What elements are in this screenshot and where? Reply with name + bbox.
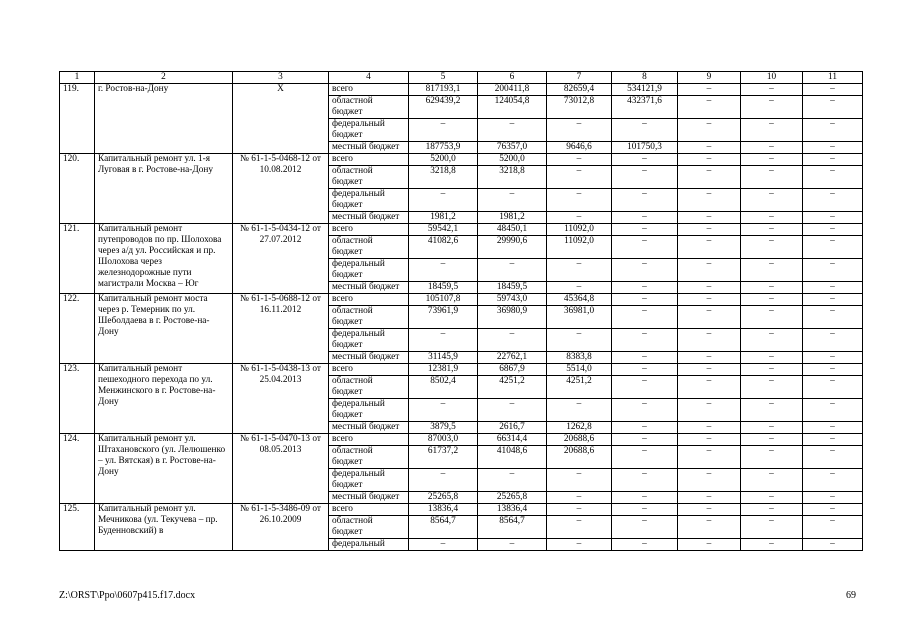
amount-cell: – bbox=[741, 422, 803, 434]
amount-cell: 101750,3 bbox=[612, 142, 678, 154]
amount-cell: 73012,8 bbox=[547, 96, 612, 119]
amount-cell: – bbox=[741, 469, 803, 492]
amount-cell: – bbox=[612, 516, 678, 539]
amount-cell: 200411,8 bbox=[478, 84, 547, 96]
object-name: Капитальный ремонт ул. Штахановского (ул. Лелюшенко – ул. Вятская) в г. Ростове-на-Дону bbox=[95, 434, 233, 504]
table-row bbox=[60, 224, 863, 236]
amount-cell: 8383,8 bbox=[547, 352, 612, 364]
amount-cell: 534121,9 bbox=[612, 84, 678, 96]
row-number: 121. bbox=[60, 224, 95, 294]
col-header: 9 bbox=[678, 72, 741, 84]
amount-cell: – bbox=[741, 119, 803, 142]
col-header: 8 bbox=[612, 72, 678, 84]
amount-cell: – bbox=[803, 376, 863, 399]
amount-cell: – bbox=[678, 399, 741, 422]
amount-cell: 36980,9 bbox=[478, 306, 547, 329]
amount-cell: – bbox=[678, 434, 741, 446]
amount-cell: – bbox=[547, 516, 612, 539]
amount-cell: – bbox=[678, 492, 741, 504]
row-number: 120. bbox=[60, 154, 95, 224]
amount-cell: – bbox=[547, 492, 612, 504]
amount-cell: 48450,1 bbox=[478, 224, 547, 236]
amount-cell: – bbox=[678, 504, 741, 516]
amount-cell: 13836,4 bbox=[478, 504, 547, 516]
col-header: 7 bbox=[547, 72, 612, 84]
amount-cell: 5514,0 bbox=[547, 364, 612, 376]
amount-cell: – bbox=[678, 516, 741, 539]
amount-cell: – bbox=[803, 84, 863, 96]
funding-source: всего bbox=[329, 504, 409, 516]
amount-cell: – bbox=[803, 166, 863, 189]
col-header: 4 bbox=[329, 72, 409, 84]
amount-cell: – bbox=[741, 212, 803, 224]
amount-cell: – bbox=[741, 516, 803, 539]
amount-cell: 18459,5 bbox=[478, 282, 547, 294]
amount-cell: 1981,2 bbox=[478, 212, 547, 224]
amount-cell: – bbox=[741, 434, 803, 446]
amount-cell: – bbox=[678, 154, 741, 166]
object-name: Капитальный ремонт пешеходного перехода по ул. Менжинского в г. Ростове-на-Дону bbox=[95, 364, 233, 434]
amount-cell: – bbox=[803, 422, 863, 434]
amount-cell: – bbox=[478, 189, 547, 212]
amount-cell: 187753,9 bbox=[409, 142, 478, 154]
amount-cell: – bbox=[803, 434, 863, 446]
amount-cell: 5200,0 bbox=[478, 154, 547, 166]
amount-cell: – bbox=[612, 446, 678, 469]
amount-cell: – bbox=[741, 84, 803, 96]
amount-cell: – bbox=[803, 212, 863, 224]
amount-cell: – bbox=[678, 352, 741, 364]
amount-cell: – bbox=[678, 329, 741, 352]
amount-cell: 20688,6 bbox=[547, 434, 612, 446]
amount-cell: – bbox=[409, 189, 478, 212]
funding-source: областной бюджет bbox=[329, 376, 409, 399]
amount-cell: 22762,1 bbox=[478, 352, 547, 364]
amount-cell: – bbox=[678, 364, 741, 376]
amount-cell: – bbox=[612, 399, 678, 422]
amount-cell: 11092,0 bbox=[547, 236, 612, 259]
amount-cell: – bbox=[741, 492, 803, 504]
amount-cell: – bbox=[612, 376, 678, 399]
amount-cell: – bbox=[409, 119, 478, 142]
col-header: 2 bbox=[95, 72, 233, 84]
amount-cell: – bbox=[678, 539, 741, 551]
amount-cell: 12381,9 bbox=[409, 364, 478, 376]
amount-cell: 25265,8 bbox=[478, 492, 547, 504]
amount-cell: – bbox=[612, 492, 678, 504]
amount-cell: – bbox=[478, 539, 547, 551]
funding-source: всего bbox=[329, 154, 409, 166]
expertise-doc: № 61-1-5-0688-12 от 16.11.2012 bbox=[233, 294, 329, 364]
amount-cell: 1262,8 bbox=[547, 422, 612, 434]
funding-source: областной бюджет bbox=[329, 446, 409, 469]
amount-cell: – bbox=[803, 539, 863, 551]
amount-cell: 45364,8 bbox=[547, 294, 612, 306]
funding-source: местный бюджет bbox=[329, 282, 409, 294]
funding-source: местный бюджет bbox=[329, 142, 409, 154]
funding-source: федеральный бюджет bbox=[329, 329, 409, 352]
amount-cell: – bbox=[612, 306, 678, 329]
amount-cell: – bbox=[612, 154, 678, 166]
amount-cell: 8502,4 bbox=[409, 376, 478, 399]
table-body bbox=[60, 84, 863, 551]
amount-cell: 2616,7 bbox=[478, 422, 547, 434]
amount-cell: 105107,8 bbox=[409, 294, 478, 306]
amount-cell: – bbox=[478, 259, 547, 282]
funding-source: местный бюджет bbox=[329, 492, 409, 504]
table-row bbox=[60, 84, 863, 96]
amount-cell: – bbox=[741, 224, 803, 236]
amount-cell: 8564,7 bbox=[409, 516, 478, 539]
amount-cell: – bbox=[803, 504, 863, 516]
object-name: Капитальный ремонт моста через р. Темерник по ул. Шеболдаева в г. Ростове-на-Дону bbox=[95, 294, 233, 364]
amount-cell: – bbox=[547, 189, 612, 212]
amount-cell: – bbox=[678, 376, 741, 399]
amount-cell: – bbox=[803, 294, 863, 306]
amount-cell: – bbox=[741, 376, 803, 399]
amount-cell: – bbox=[547, 539, 612, 551]
amount-cell: – bbox=[803, 492, 863, 504]
funding-source: местный бюджет bbox=[329, 212, 409, 224]
object-name: Капитальный ремонт ул. Мечникова (ул. Текучева – пр. Буденновский) в bbox=[95, 504, 233, 551]
budget-table bbox=[59, 71, 863, 551]
amount-cell: – bbox=[803, 224, 863, 236]
amount-cell: – bbox=[741, 306, 803, 329]
row-number: 122. bbox=[60, 294, 95, 364]
footer-file-path: Z:\ORST\Ppo\0607p415.f17.docx bbox=[59, 590, 196, 601]
amount-cell: 4251,2 bbox=[547, 376, 612, 399]
funding-source: областной бюджет bbox=[329, 96, 409, 119]
amount-cell: – bbox=[678, 282, 741, 294]
amount-cell: – bbox=[547, 469, 612, 492]
object-name: г. Ростов-на-Дону bbox=[95, 84, 233, 154]
amount-cell: – bbox=[803, 352, 863, 364]
amount-cell: 817193,1 bbox=[409, 84, 478, 96]
table-row bbox=[60, 434, 863, 446]
amount-cell: – bbox=[741, 189, 803, 212]
amount-cell: – bbox=[547, 504, 612, 516]
amount-cell: – bbox=[478, 119, 547, 142]
row-number: 124. bbox=[60, 434, 95, 504]
amount-cell: – bbox=[612, 422, 678, 434]
amount-cell: – bbox=[803, 119, 863, 142]
row-number: 125. bbox=[60, 504, 95, 551]
amount-cell: 9646,6 bbox=[547, 142, 612, 154]
amount-cell: – bbox=[803, 306, 863, 329]
amount-cell: – bbox=[612, 224, 678, 236]
amount-cell: 432371,6 bbox=[612, 96, 678, 119]
amount-cell: – bbox=[678, 259, 741, 282]
amount-cell: – bbox=[741, 154, 803, 166]
object-name: Капитальный ремонт путепроводов по пр. Шолохова через а/д ул. Российская и пр. Шолохова через железнодорожные пути магистрали Москва – Юг bbox=[95, 224, 233, 294]
amount-cell: – bbox=[612, 212, 678, 224]
amount-cell: – bbox=[547, 329, 612, 352]
amount-cell: – bbox=[612, 294, 678, 306]
amount-cell: – bbox=[678, 84, 741, 96]
amount-cell: 18459,5 bbox=[409, 282, 478, 294]
amount-cell: – bbox=[741, 166, 803, 189]
amount-cell: – bbox=[803, 259, 863, 282]
amount-cell: – bbox=[678, 166, 741, 189]
amount-cell: – bbox=[741, 259, 803, 282]
amount-cell: – bbox=[478, 329, 547, 352]
amount-cell: – bbox=[478, 469, 547, 492]
amount-cell: 25265,8 bbox=[409, 492, 478, 504]
amount-cell: 36981,0 bbox=[547, 306, 612, 329]
table-row bbox=[60, 294, 863, 306]
amount-cell: – bbox=[612, 539, 678, 551]
amount-cell: 29990,6 bbox=[478, 236, 547, 259]
amount-cell: 41048,6 bbox=[478, 446, 547, 469]
amount-cell: – bbox=[612, 119, 678, 142]
expertise-doc: № 61-1-5-0468-12 от 10.08.2012 bbox=[233, 154, 329, 224]
amount-cell: – bbox=[803, 399, 863, 422]
object-name: Капитальный ремонт ул. 1-я Луговая в г. Ростове-на-Дону bbox=[95, 154, 233, 224]
amount-cell: – bbox=[612, 259, 678, 282]
amount-cell: – bbox=[803, 282, 863, 294]
amount-cell: – bbox=[547, 399, 612, 422]
amount-cell: – bbox=[612, 282, 678, 294]
amount-cell: – bbox=[409, 399, 478, 422]
amount-cell: 59743,0 bbox=[478, 294, 547, 306]
col-header: 3 bbox=[233, 72, 329, 84]
amount-cell: – bbox=[612, 434, 678, 446]
col-header: 1 bbox=[60, 72, 95, 84]
amount-cell: – bbox=[803, 236, 863, 259]
amount-cell: – bbox=[741, 236, 803, 259]
amount-cell: – bbox=[678, 446, 741, 469]
funding-source: всего bbox=[329, 364, 409, 376]
amount-cell: 59542,1 bbox=[409, 224, 478, 236]
amount-cell: – bbox=[678, 212, 741, 224]
col-header: 5 bbox=[409, 72, 478, 84]
amount-cell: – bbox=[678, 469, 741, 492]
amount-cell: 5200,0 bbox=[409, 154, 478, 166]
amount-cell: – bbox=[612, 469, 678, 492]
amount-cell: – bbox=[409, 329, 478, 352]
amount-cell: – bbox=[547, 282, 612, 294]
funding-source: федеральный бюджет bbox=[329, 119, 409, 142]
amount-cell: – bbox=[612, 504, 678, 516]
amount-cell: – bbox=[612, 364, 678, 376]
amount-cell: – bbox=[741, 539, 803, 551]
table-row bbox=[60, 364, 863, 376]
funding-source: местный бюджет bbox=[329, 422, 409, 434]
funding-source: федеральный бюджет bbox=[329, 189, 409, 212]
funding-source: федеральный бюджет bbox=[329, 399, 409, 422]
amount-cell: – bbox=[612, 236, 678, 259]
page-number: 69 bbox=[846, 590, 856, 601]
amount-cell: – bbox=[547, 154, 612, 166]
funding-source: всего bbox=[329, 294, 409, 306]
table-row bbox=[60, 154, 863, 166]
amount-cell: – bbox=[612, 189, 678, 212]
amount-cell: 124054,8 bbox=[478, 96, 547, 119]
amount-cell: – bbox=[678, 189, 741, 212]
amount-cell: 87003,0 bbox=[409, 434, 478, 446]
amount-cell: – bbox=[678, 142, 741, 154]
amount-cell: – bbox=[547, 212, 612, 224]
amount-cell: 66314,4 bbox=[478, 434, 547, 446]
amount-cell: 20688,6 bbox=[547, 446, 612, 469]
funding-source: всего bbox=[329, 224, 409, 236]
row-number: 123. bbox=[60, 364, 95, 434]
amount-cell: – bbox=[803, 96, 863, 119]
amount-cell: 11092,0 bbox=[547, 224, 612, 236]
amount-cell: – bbox=[741, 364, 803, 376]
amount-cell: – bbox=[741, 504, 803, 516]
amount-cell: 4251,2 bbox=[478, 376, 547, 399]
expertise-doc: Х bbox=[233, 84, 329, 154]
amount-cell: 61737,2 bbox=[409, 446, 478, 469]
funding-source: местный бюджет bbox=[329, 352, 409, 364]
amount-cell: 76357,0 bbox=[478, 142, 547, 154]
funding-source: областной бюджет bbox=[329, 516, 409, 539]
amount-cell: – bbox=[678, 236, 741, 259]
amount-cell: – bbox=[803, 329, 863, 352]
amount-cell: – bbox=[409, 469, 478, 492]
amount-cell: – bbox=[612, 329, 678, 352]
amount-cell: – bbox=[803, 154, 863, 166]
amount-cell: – bbox=[612, 352, 678, 364]
expertise-doc: № 61-1-5-3486-09 от 26.10.2009 bbox=[233, 504, 329, 551]
amount-cell: – bbox=[409, 259, 478, 282]
amount-cell: – bbox=[678, 119, 741, 142]
funding-source: федеральный бюджет bbox=[329, 469, 409, 492]
amount-cell: – bbox=[409, 539, 478, 551]
amount-cell: 3218,8 bbox=[409, 166, 478, 189]
funding-source: областной бюджет bbox=[329, 166, 409, 189]
funding-source: всего bbox=[329, 434, 409, 446]
amount-cell: 73961,9 bbox=[409, 306, 478, 329]
amount-cell: – bbox=[741, 282, 803, 294]
header-row bbox=[60, 72, 863, 84]
amount-cell: – bbox=[547, 119, 612, 142]
funding-source: областной бюджет bbox=[329, 236, 409, 259]
funding-source: федеральный bbox=[329, 539, 409, 551]
amount-cell: – bbox=[741, 142, 803, 154]
amount-cell: – bbox=[678, 294, 741, 306]
expertise-doc: № 61-1-5-0470-13 от 08.05.2013 bbox=[233, 434, 329, 504]
amount-cell: – bbox=[547, 259, 612, 282]
amount-cell: – bbox=[803, 469, 863, 492]
row-number: 119. bbox=[60, 84, 95, 154]
amount-cell: 3879,5 bbox=[409, 422, 478, 434]
amount-cell: 6867,9 bbox=[478, 364, 547, 376]
amount-cell: – bbox=[741, 329, 803, 352]
amount-cell: – bbox=[741, 399, 803, 422]
table-row bbox=[60, 504, 863, 516]
amount-cell: – bbox=[741, 294, 803, 306]
col-header: 11 bbox=[803, 72, 863, 84]
amount-cell: 8564,7 bbox=[478, 516, 547, 539]
amount-cell: – bbox=[803, 189, 863, 212]
amount-cell: – bbox=[478, 399, 547, 422]
col-header: 6 bbox=[478, 72, 547, 84]
amount-cell: – bbox=[678, 422, 741, 434]
amount-cell: 82659,4 bbox=[547, 84, 612, 96]
amount-cell: – bbox=[678, 306, 741, 329]
expertise-doc: № 61-1-5-0438-13 от 25.04.2013 bbox=[233, 364, 329, 434]
funding-source: всего bbox=[329, 84, 409, 96]
amount-cell: – bbox=[678, 224, 741, 236]
amount-cell: – bbox=[741, 96, 803, 119]
amount-cell: 13836,4 bbox=[409, 504, 478, 516]
amount-cell: 3218,8 bbox=[478, 166, 547, 189]
amount-cell: – bbox=[741, 446, 803, 469]
amount-cell: – bbox=[803, 446, 863, 469]
amount-cell: – bbox=[612, 166, 678, 189]
funding-source: федеральный бюджет bbox=[329, 259, 409, 282]
amount-cell: – bbox=[803, 516, 863, 539]
amount-cell: – bbox=[547, 166, 612, 189]
amount-cell: – bbox=[803, 142, 863, 154]
funding-source: областной бюджет bbox=[329, 306, 409, 329]
expertise-doc: № 61-1-5-0434-12 от 27.07.2012 bbox=[233, 224, 329, 294]
amount-cell: – bbox=[803, 364, 863, 376]
amount-cell: 629439,2 bbox=[409, 96, 478, 119]
amount-cell: 1981,2 bbox=[409, 212, 478, 224]
col-header: 10 bbox=[741, 72, 803, 84]
amount-cell: 31145,9 bbox=[409, 352, 478, 364]
amount-cell: – bbox=[678, 96, 741, 119]
amount-cell: – bbox=[741, 352, 803, 364]
amount-cell: 41082,6 bbox=[409, 236, 478, 259]
